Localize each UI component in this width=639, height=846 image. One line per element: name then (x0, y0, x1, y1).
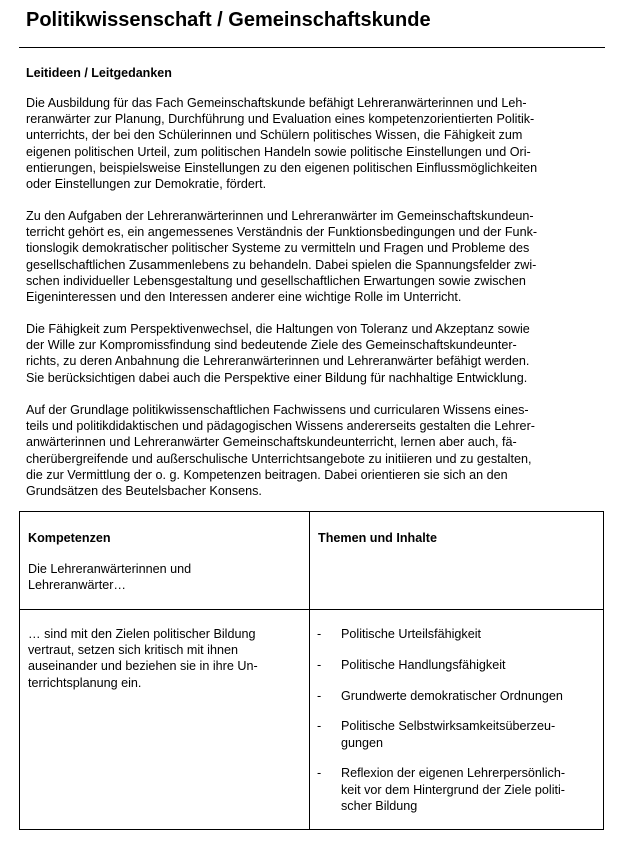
competence-cell (28, 626, 258, 691)
paragraph-line: tionslogik demokratischer politischer Systeme zu vermitteln und Fragen und Probleme des (26, 241, 530, 256)
paragraph-line: terricht gehört es, ein angemessenes Verständnis der Funktionsbedingungen und der Funk- (26, 225, 538, 240)
competence-line: … sind mit den Zielen politischer Bildung (28, 627, 256, 641)
list-item (317, 657, 597, 673)
paragraph-line: Sie berücksichtigen dabei auch die Perspektive einer Bildung für nachhaltige Entwicklung. (26, 370, 528, 385)
dash-marker: - (317, 657, 322, 672)
paragraph-4 (26, 402, 594, 499)
dash-marker: - (317, 688, 322, 703)
table-row-divider (20, 609, 603, 610)
paragraph-line: Grundsätzen des Beutelsbacher Konsens. (26, 484, 262, 499)
topic-line: scher Bildung (341, 798, 418, 813)
paragraph-line: Zu den Aufgaben der Lehreranwärterinnen und Lehreranwärter im Gemeinschaftskundeun- (26, 209, 534, 223)
topic-line: Politische Urteilsfähigkeit (341, 627, 481, 641)
list-item (317, 718, 597, 750)
paragraph-line: teils und politikdidaktischen und pädagogischen Wissens andererseits gestalten die Lehrer- (26, 419, 535, 434)
paragraph-line: Eigeninteressen und den Interessen anderer eine wichtige Rolle im Unterricht. (26, 290, 462, 305)
topic-line: Reflexion der eigenen Lehrerpersönlich- (341, 766, 566, 781)
list-item (317, 626, 597, 642)
paragraph-line: die zur Vermittlung der o. g. Kompetenzen beitragen. Dabei orientieren sie sich an den (26, 467, 508, 482)
paragraph-line: Die Fähigkeit zum Perspektivenwechsel, die Haltungen von Toleranz und Akzeptanz sowie (26, 322, 530, 336)
paragraph-line: oder Einstellungen zur Demokratie, fördert. (26, 177, 267, 192)
topics-column-header: Themen und Inhalte (318, 531, 437, 545)
dash-marker: - (317, 627, 322, 641)
competence-line: auseinander und beziehen sie in ihre Un- (28, 659, 258, 674)
topics-list (317, 626, 597, 829)
paragraph-line: entierungen, beispielsweise Einstellungen zu den eigenen politischen Einflussmöglichkeiten (26, 160, 538, 175)
list-item (317, 688, 597, 704)
subheader-line: Lehreranwärter… (28, 578, 126, 593)
table-column-divider (309, 512, 310, 829)
subheader-line: Die Lehreranwärterinnen und (28, 562, 192, 576)
page-title: Politikwissenschaft / Gemeinschaftskunde (26, 9, 431, 31)
topic-line: Politische Selbstwirksamkeitsüberzeu- (341, 719, 556, 734)
paragraph-2 (26, 208, 594, 305)
paragraph-line: schen individueller Lebensgestaltung und gesellschaftlichen Erwartungen sowie zwischen (26, 273, 526, 288)
paragraph-line: richts, zu deren Anbahnung die Lehreranwärterinnen und Lehreranwärter befähigt werden. (26, 354, 530, 369)
topic-line: gungen (341, 735, 384, 750)
paragraph-line: gesellschaftlichen Zusammenlebens zu behandeln. Dabei spielen die Spannungsfelder zwi- (26, 257, 537, 272)
competence-column-subheader (28, 561, 191, 593)
topic-line: Politische Handlungsfähigkeit (341, 657, 506, 672)
paragraph-line: reranwärter zur Planung, Durchführung und Evaluation eines kompetenzorientierten Politik- (26, 112, 535, 127)
paragraph-1 (26, 95, 594, 192)
competence-column-header: Kompetenzen (28, 531, 111, 545)
section-heading: Leitideen / Leitgedanken (26, 66, 172, 80)
competence-line: vertraut, setzen sich kritisch mit ihnen (28, 643, 238, 658)
topic-line: Grundwerte demokratischer Ordnungen (341, 688, 563, 703)
title-divider (19, 47, 605, 48)
paragraph-line: Die Ausbildung für das Fach Gemeinschaftskunde befähigt Lehreranwärterinnen und Leh- (26, 96, 527, 110)
paragraph-line: anwärterinnen und Lehreranwärter Gemeinschaftskundeunterricht, lernen aber auch, fä- (26, 435, 517, 450)
paragraph-line: eigenen politischen Urteil, zum politischen Handeln sowie politische Einstellungen und Ori- (26, 144, 531, 159)
paragraph-line: der Wille zur Kompromissfindung sind bedeutende Ziele des Gemeinschaftskundeunter- (26, 338, 517, 353)
competence-table (19, 511, 604, 830)
paragraph-line: unterrichts, der bei den Schülerinnen und Schülern politisches Wissen, die Fähigkeit zum (26, 128, 523, 143)
topic-line: keit vor dem Hintergrund der Ziele politi- (341, 782, 565, 797)
dash-marker: - (317, 719, 322, 734)
paragraph-3 (26, 321, 594, 386)
paragraph-line: Auf der Grundlage politikwissenschaftlichen Fachwissens und curricularen Wissens eines- (26, 403, 529, 417)
paragraph-line: cherübergreifende und außerschulische Unterrichtsangebote zu initiieren und zu gestalten, (26, 451, 532, 466)
competence-line: terrichtsplanung ein. (28, 675, 142, 690)
list-item (317, 765, 597, 814)
dash-marker: - (317, 766, 322, 781)
